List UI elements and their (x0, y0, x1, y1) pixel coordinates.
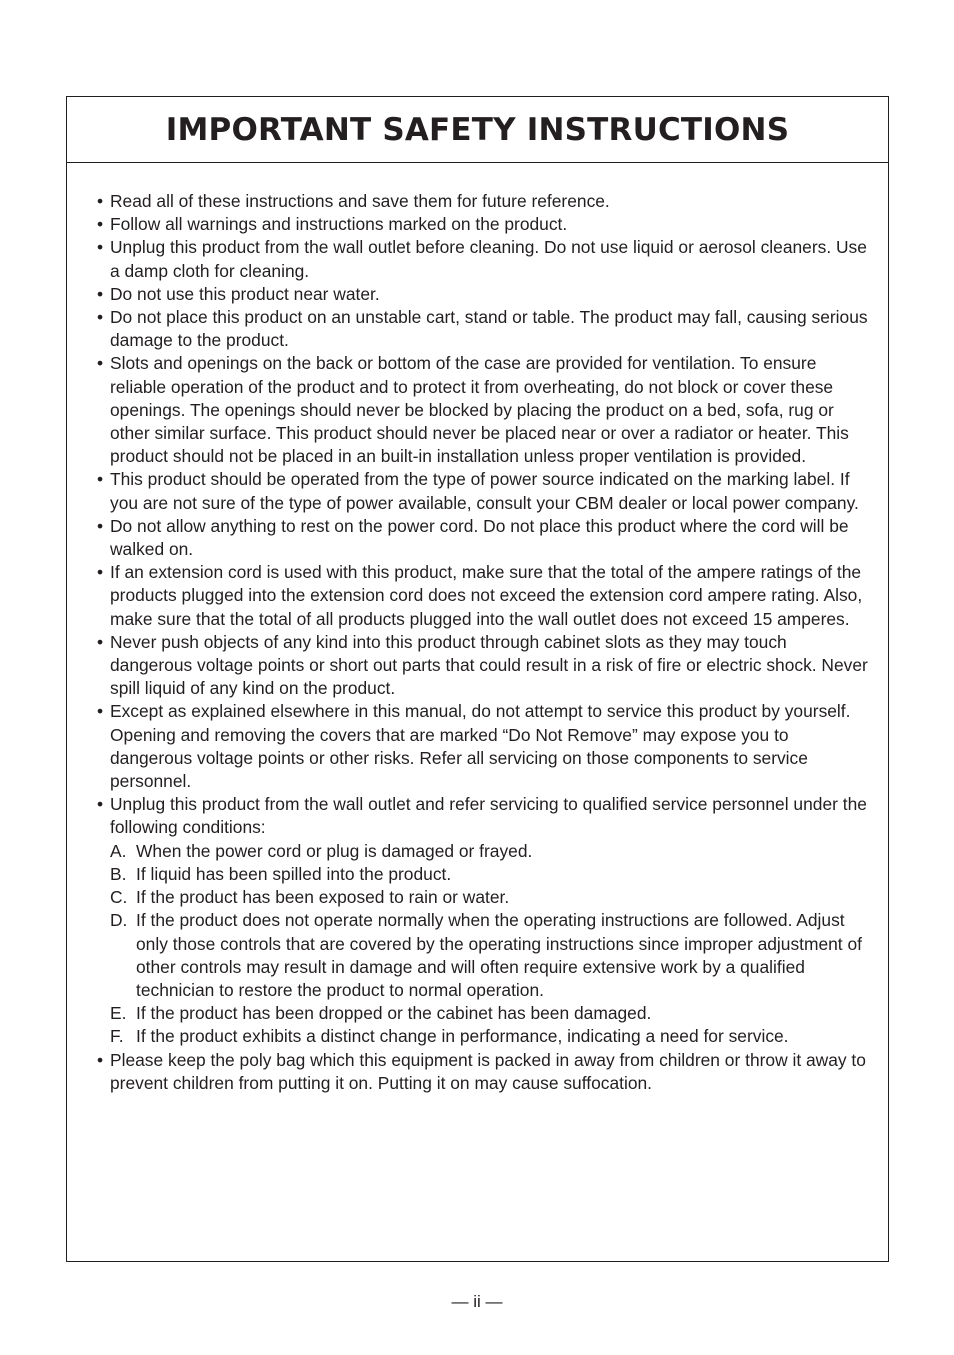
instruction-item (97, 631, 868, 701)
bullet-icon: • (97, 469, 104, 490)
condition-item (110, 840, 868, 863)
instruction-item (97, 1049, 868, 1095)
condition-text: If the product has been exposed to rain or water. (136, 887, 510, 908)
bullet-icon: • (97, 307, 104, 328)
bullet-icon: • (97, 283, 104, 304)
instruction-text: Unplug this product from the wall outlet before cleaning. Do not use liquid or aerosol cleaners. Use a damp cloth for cleaning. (110, 237, 867, 281)
bullet-icon: • (97, 794, 104, 815)
condition-item (110, 1002, 868, 1025)
condition-text: If the product has been dropped or the cabinet has been damaged. (136, 1003, 652, 1024)
bullet-icon: • (97, 701, 104, 722)
condition-text: When the power cord or plug is damaged or frayed. (136, 840, 533, 861)
condition-letter: F. (110, 1026, 124, 1047)
instruction-item (97, 283, 868, 306)
instruction-text: Do not use this product near water. (110, 283, 380, 304)
condition-letter: C. (110, 887, 128, 908)
instruction-text: Slots and openings on the back or bottom of the case are provided for ventilation. To ensure reliable operation of the product and to protect it from overheating, do not block or cover these openings. The openings should never be blocked by placing the product on a bed, sofa, rug or other similar surface. This product should never be placed near or over a radiator or heater. This product should not be placed in an built-in installation unless proper ventilation is provided. (110, 353, 849, 467)
instruction-text: Read all of these instructions and save them for future reference. (110, 191, 610, 211)
page-number: — ii — (451, 1292, 503, 1311)
instruction-item (97, 793, 868, 1048)
bullet-icon: • (97, 562, 104, 583)
instruction-item (97, 236, 868, 282)
bullet-icon: • (97, 214, 104, 235)
instruction-item (97, 306, 868, 352)
page-title: IMPORTANT SAFETY INSTRUCTIONS (165, 111, 790, 148)
condition-letter: E. (110, 1003, 127, 1024)
condition-text: If the product does not operate normally when the operating instructions are followed. Adjust only those controls that are covered by the operating instructions since improper adjustment of other controls may result in damage and will often require extensive work by a qualified technician to restore the product to normal operation. (136, 910, 862, 1000)
instruction-text: If an extension cord is used with this product, make sure that the total of the ampere ratings of the products plugged into the extension cord does not exceed the extension cord ampere rating. Also, make sure that the total of all products plugged into the wall outlet does not exceed 15 amperes. (110, 562, 863, 629)
title-bar (67, 97, 888, 163)
instruction-item (97, 515, 868, 561)
instruction-item (97, 561, 868, 631)
instruction-item (97, 352, 868, 468)
instruction-text: Unplug this product from the wall outlet and refer servicing to qualified service personnel under the following conditions: (110, 794, 867, 838)
bullet-icon: • (97, 191, 104, 211)
condition-letter: D. (110, 910, 128, 931)
instruction-list (67, 163, 888, 1095)
bullet-icon: • (97, 237, 104, 258)
condition-text: If the product exhibits a distinct change in performance, indicating a need for service. (136, 1026, 789, 1047)
bullet-icon: • (97, 353, 104, 374)
condition-item (110, 863, 868, 886)
instruction-text: This product should be operated from the type of power source indicated on the marking label. If you are not sure of the type of power available, consult your CBM dealer or local power company. (110, 469, 859, 513)
instruction-text: Except as explained elsewhere in this manual, do not attempt to service this product by yourself. Opening and removing the covers that are marked “Do Not Remove” may expose you to dangerous voltage points or other risks. Refer all servicing on those components to service personnel. (110, 701, 851, 792)
condition-list (110, 840, 868, 1049)
instructions-frame (66, 96, 889, 1262)
instruction-text: Please keep the poly bag which this equipment is packed in away from children or throw it away to prevent children from putting it on. Putting it on may cause suffocation. (110, 1049, 866, 1093)
instruction-item (97, 190, 868, 213)
instruction-text: Do not place this product on an unstable cart, stand or table. The product may fall, causing serious damage to the product. (110, 307, 868, 351)
instruction-text: Follow all warnings and instructions marked on the product. (110, 214, 568, 235)
condition-item (110, 886, 868, 909)
condition-letter: B. (110, 863, 127, 884)
condition-text: If liquid has been spilled into the product. (136, 863, 452, 884)
instruction-item (97, 213, 868, 236)
condition-item (110, 909, 868, 1002)
bullet-icon: • (97, 515, 104, 536)
condition-item (110, 1025, 868, 1048)
bullet-icon: • (97, 1049, 104, 1070)
instruction-item (97, 700, 868, 793)
bullet-icon: • (97, 631, 104, 652)
condition-letter: A. (110, 840, 127, 861)
instruction-text: Never push objects of any kind into this product through cabinet slots as they may touch dangerous voltage points or short out parts that could result in a risk of fire or electric shock. Never spill liquid of any kind on the product. (110, 631, 868, 699)
instruction-text: Do not allow anything to rest on the power cord. Do not place this product where the cord will be walked on. (110, 515, 849, 560)
instruction-item (97, 468, 868, 514)
